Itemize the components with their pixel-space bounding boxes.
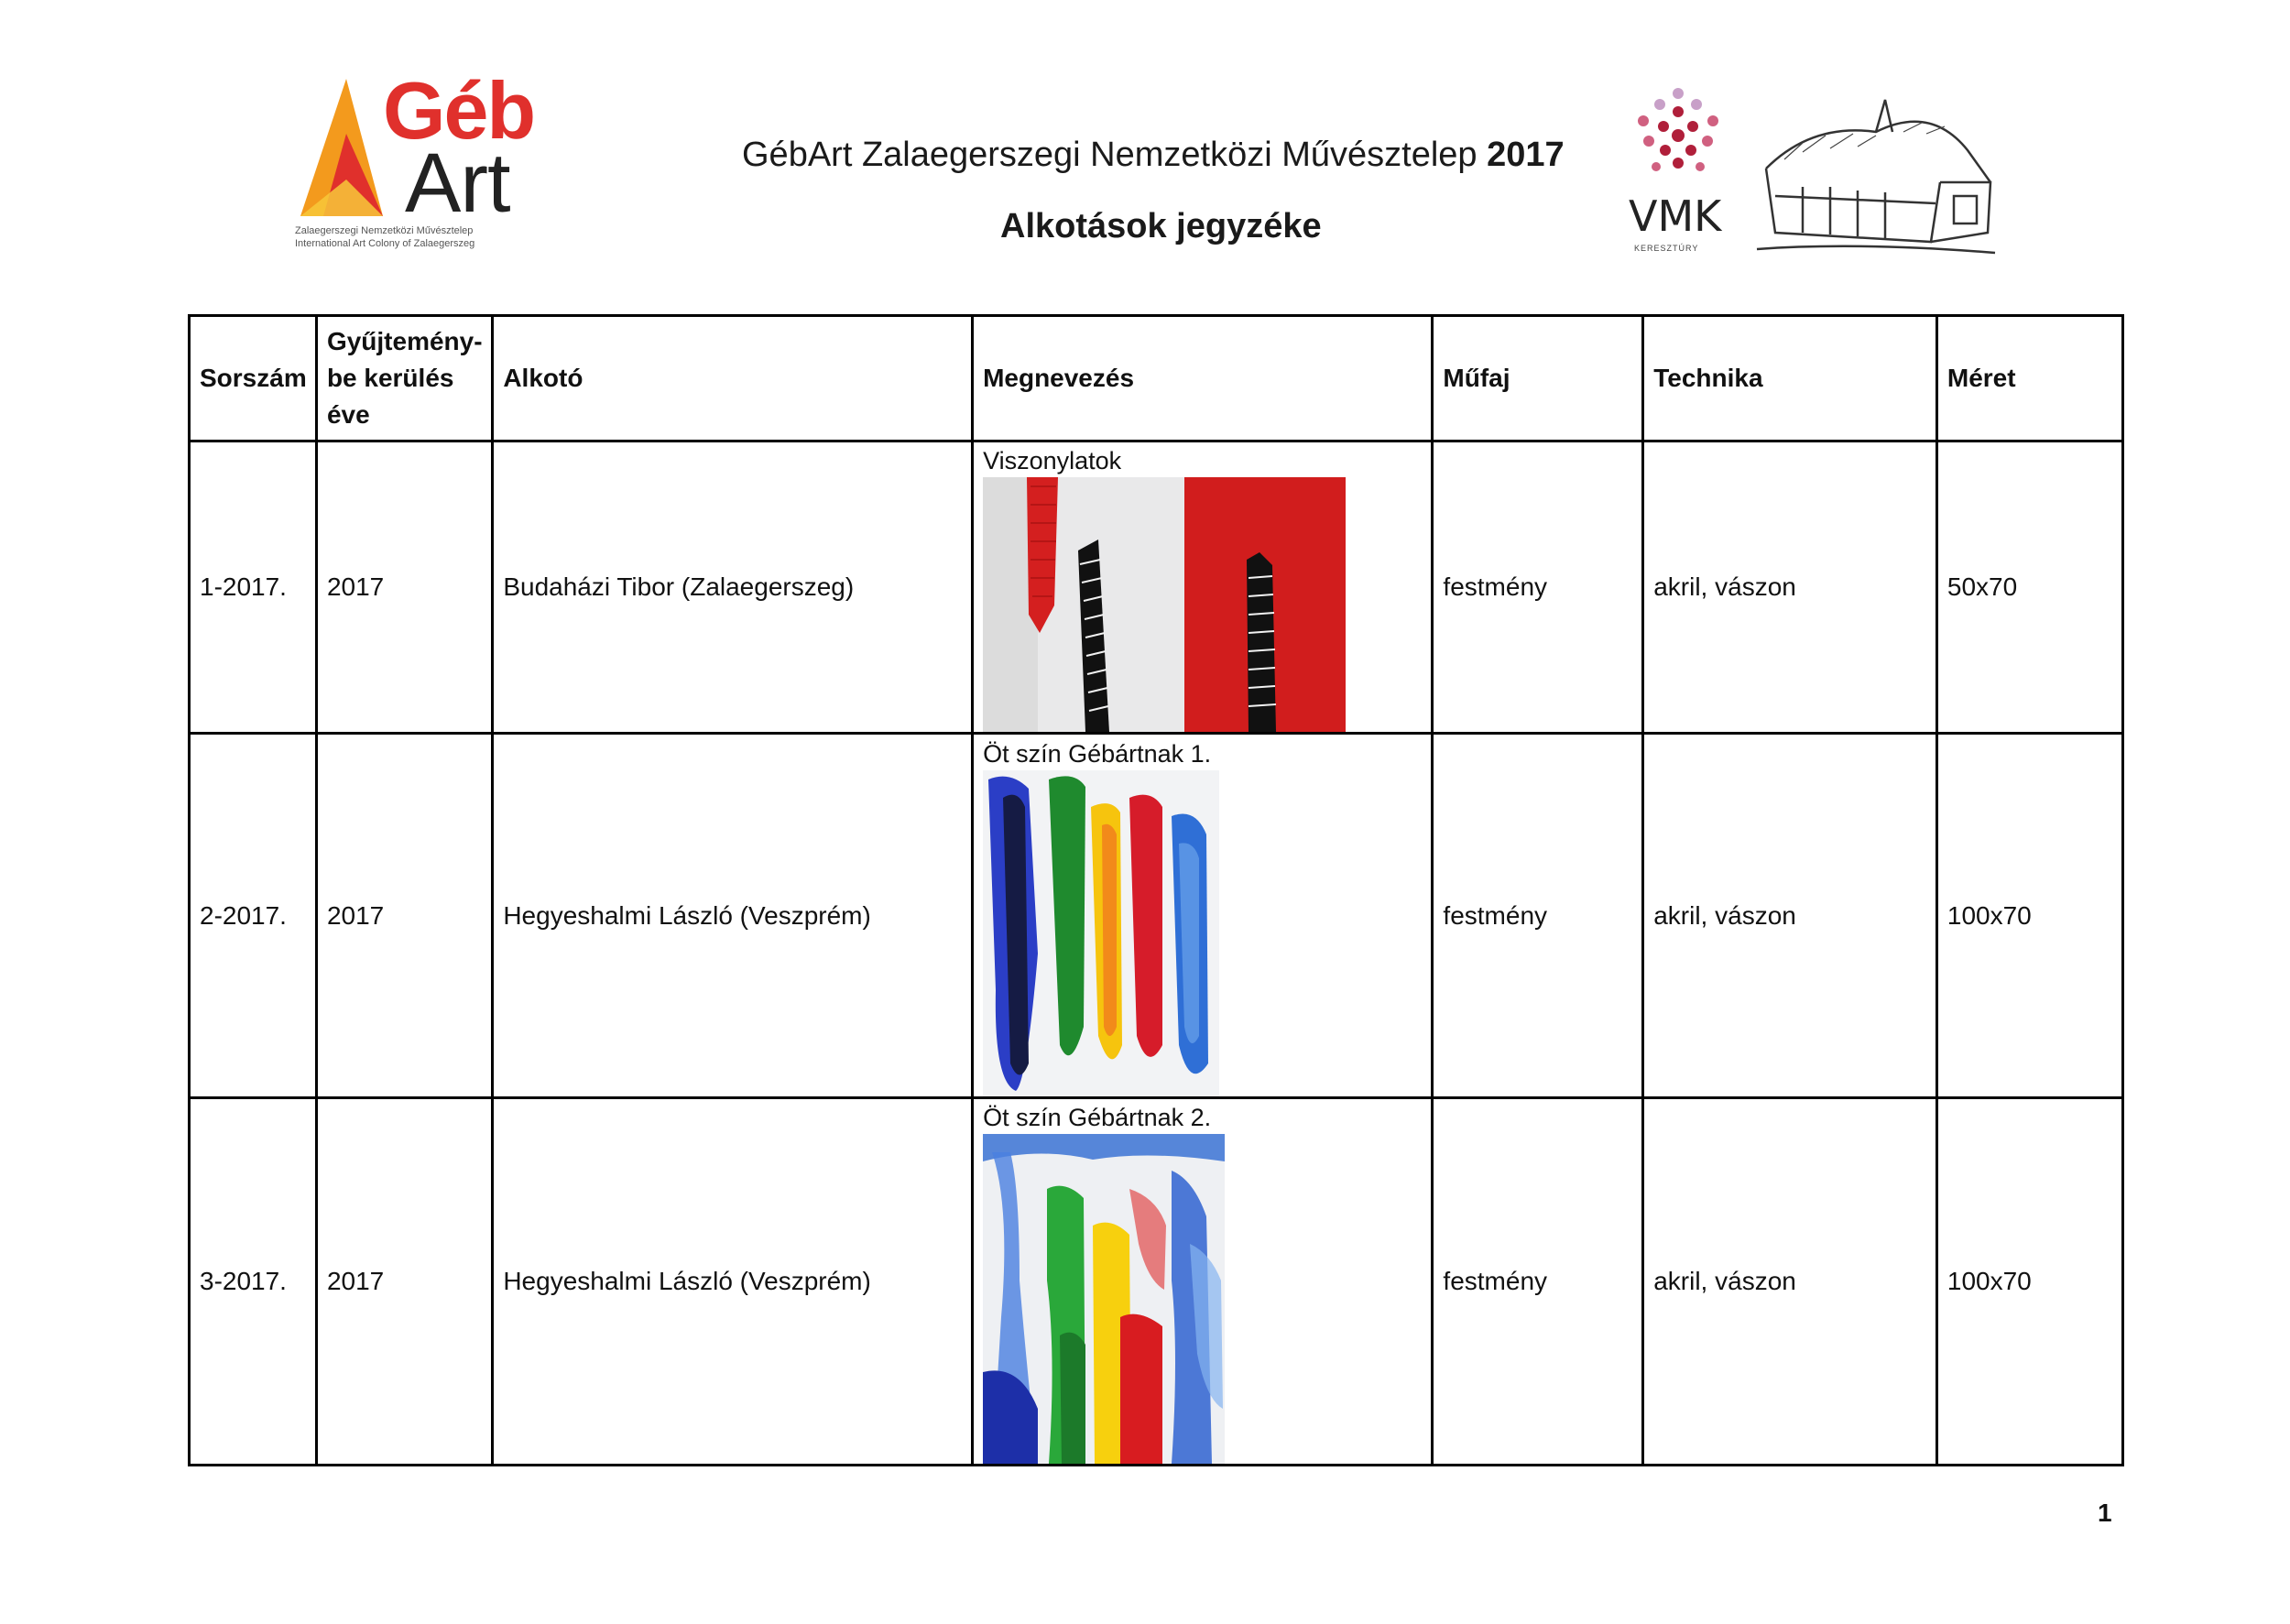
cell-year: 2017 <box>316 734 492 1098</box>
artwork-title: Öt szín Gébártnak 1. <box>983 739 1212 768</box>
cell-technique: akril, vászon <box>1643 441 1937 734</box>
cell-number: 2-2017. <box>190 734 317 1098</box>
gebart-logo-subtitle: Zalaegerszegi Nemzetközi Művésztelep International Art Colony of Zalaegerszeg <box>295 225 475 249</box>
table-row <box>190 441 2123 734</box>
table-row <box>190 734 2123 1098</box>
cell-title <box>973 1098 1433 1466</box>
column-header-genre: Műfaj <box>1433 316 1643 441</box>
column-header-size: Méret <box>1936 316 2122 441</box>
column-header-number: Sorszám <box>190 316 317 441</box>
works-table <box>188 314 2124 1466</box>
cell-year: 2017 <box>316 1098 492 1466</box>
cell-artist: Budaházi Tibor (Zalaegerszeg) <box>493 441 973 734</box>
document-subtitle: Alkotások jegyzéke <box>1000 207 1322 245</box>
vmk-logo-text: VMK <box>1629 191 1722 241</box>
document-title: GébArt Zalaegerszegi Nemzetközi Művésztelep 2017 <box>742 136 1565 174</box>
artwork-image <box>983 477 1346 732</box>
artwork-title: Viszonylatok <box>983 447 1122 474</box>
gebart-logo-art: Art <box>405 136 510 230</box>
cell-size: 50x70 <box>1936 441 2122 734</box>
artwork-image <box>983 770 1219 1096</box>
table-row <box>190 1098 2123 1466</box>
cell-genre: festmény <box>1433 441 1643 734</box>
cell-year: 2017 <box>316 441 492 734</box>
cell-artist: Hegyeshalmi László (Veszprém) <box>493 734 973 1098</box>
gebart-logo-geb: Géb <box>383 65 535 156</box>
page-number: 1 <box>2098 1499 2112 1527</box>
house-sketch-logo <box>1748 95 2004 260</box>
vmk-logo <box>1623 84 1733 258</box>
cell-size: 100x70 <box>1936 734 2122 1098</box>
column-header-technique: Technika <box>1643 316 1937 441</box>
cell-technique: akril, vászon <box>1643 734 1937 1098</box>
table-header-row <box>190 316 2123 441</box>
cell-artist: Hegyeshalmi László (Veszprém) <box>493 1098 973 1466</box>
column-header-title: Megnevezés <box>973 316 1433 441</box>
column-header-year: Gyűjtemény-be kerülés éve <box>316 316 492 441</box>
cell-title <box>973 734 1433 1098</box>
cell-technique: akril, vászon <box>1643 1098 1937 1466</box>
artwork-image <box>983 1134 1225 1464</box>
cell-title <box>973 441 1433 734</box>
cell-number: 1-2017. <box>190 441 317 734</box>
column-header-artist: Alkotó <box>493 316 973 441</box>
cell-genre: festmény <box>1433 734 1643 1098</box>
cell-genre: festmény <box>1433 1098 1643 1466</box>
vmk-logo-subtitle: KERESZTÚRY <box>1634 244 1699 253</box>
cell-number: 3-2017. <box>190 1098 317 1466</box>
cell-size: 100x70 <box>1936 1098 2122 1466</box>
artwork-title: Öt szín Gébártnak 2. <box>983 1104 1212 1131</box>
